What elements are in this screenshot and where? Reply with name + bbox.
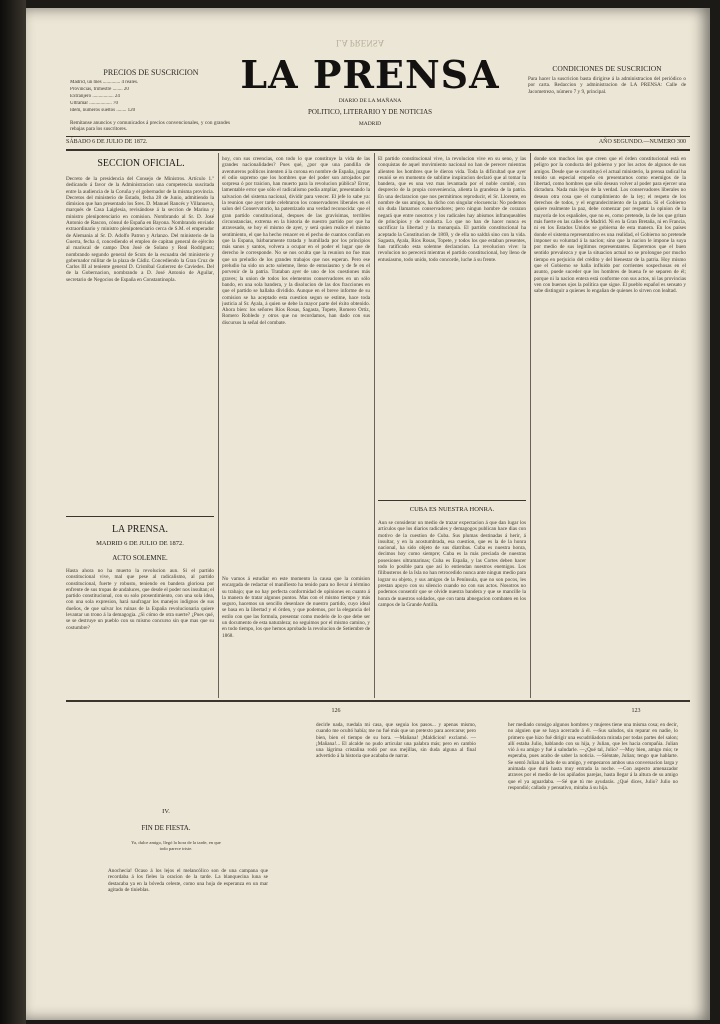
subscription-prices-rows — [70, 80, 230, 115]
column-3-body: El partido constitucional vive, la revolucion vive en su seno, y las conquistas de aquel movimiento nacional no han de perecer mientras alienten los hombres que le dieron vida. Toda la dificultad que ayer reunió se en momento de sublime inspiracion declaró que al tomar la bandera, que es una vez mas levantada por el noble comité, con desprecio de la propia conveniencia, alienta la grandeza de la patria. En una declaracion que nos permitimos reproducir, el Sr. Llorente, en nombre de sus amigos, ha dicho con singular elocuencia: No podemos sin duda llamarnos conservadores; pero ningun hombre de corazon negará que entre nosotros y los radicales hay abismos infranqueables de principios y de conducta. Lo que no han de hacer nunca es sacrificar la libertad y la monarquía. El partido constitucional ha aceptado la Constitucion de 1869, y de ella no saldrá sino con la vida. Sagasta, Ayala, Ríos Rosas, Topete, y todos los que estaban presentes, han ratificado esta solemne declaracion. La revolucion vive: la revolucion no perecerá mientras el partido constitucional, hoy lleno de entusiasmo, todo unido, todo concorde, luche á su frente. — [378, 156, 526, 263]
masthead-title: LA PRENSA — [240, 52, 500, 97]
feuilleton-column-1: Anochecia! Ocaso á los lejos el melancólico son de una campana que recordaba á los fieles la oracion de la tarde. La blanquecina luna se destacaba ya en la bóveda celeste, como una hoja de esperanza en un mar agitado de tinieblas. — [108, 868, 268, 893]
column-rule — [530, 153, 531, 698]
feuilleton-column-3: her mediado consigo algunos hombres y mujeres tiene una misma cosa; en decir, no alguien que se haya acercado á él. —Sus saludos, sin reparar en nadie, lo primero que hizo fué dirigir una escudriñadora mirada por todas partes del salon; allí estaba Julio, hablando con su hija, y Julian, que les hacia compañia. Julian vió á su amigo y fué á saludarle. —¿Qué tal, Julio? —Muy bien, amigo mio; te esperaba, pues acabo de saber la noticia. —Siéntate, Julian; tengo que hablarte. Se sentó Julian al lado de su amigo, y empezaron ambos una conversacion larga y animada que duró hasta muy entrada la noche. —Con aspecto amenazador atraves por el medio de los apiñados parejas, hasta llegar á la altura de su amigo que el ya aguardaba. —Sé que tú me ayudarás. ¿Qué dices, Julio? Julio no respondió; callado y pensativo, miraba á su hija. — [508, 722, 678, 791]
conditions-heading: CONDICIONES DE SUSCRICION — [552, 64, 662, 73]
price-row: Extranjero ................. 24 — [70, 94, 120, 99]
bleedthrough-text: LA PRENSA — [336, 38, 385, 48]
feuilleton-chapter-number: IV. — [162, 808, 170, 815]
masthead-subtitle: DIARIO DE LA MAÑANA — [338, 98, 402, 104]
binding-shadow — [0, 0, 26, 1024]
cuba-body: Aun se considerar un medio de trazar expectacion á que dan lugar los artículos que los diarios radicales y demagogos publican hace dias con motivo de la cuestion de Cuba. Sus plumas destinadas á herir, á insultar, y en la acostumbrada, esa cuestion, que es la de la honra nacional, ha sido objeto de sus diatribas. Cuba es nuestra honra, decimos hoy como siempre; Cuba es la más preciada de nuestras posesiones ultramarinas; Cuba es España, y las Cortes deben hacer todo lo posible para que así lo entiendan nuestros enemigos. Los filibusteros de la Isla no han retrocedido nunca ante ningun medio para lograr su objeto, y sus amigos de la Península, que no son pocos, les prestan apoyo con su silencio cuando no con sus actos. Nosotros no podemos consentir que se olvide nuestra bandera y que se mancille la honra de nuestros soldados, que con tanta abnegacion combaten en los campos de la Grande Antilla. — [378, 520, 526, 608]
acto-solemne-heading: ACTO SOLEMNE. — [112, 554, 168, 562]
column-2-body: hoy, con sus creencias, con todo lo que constituye la vida de las grandes nacionalidades? Pues qué, ¿por que una pandilla de aventureros políticos intenten á la corona en nombre de España, juzgue el odio supremo que los hombres que del poder son arrojados por sorpresa ó por traicion, han muerto para la revolucion pública? Error, lamentable error que sólo el radicalismo podía ampliar, presentando la salvacion del sistema nacional, dividir para vencer. El jefe lo sabe ya: la reunion que ayer tarde celebraron los conservadores liberales en el salon del Conservatorio, ha patentizado una verdad reconocida: que el gran partido constitucional, despues de las gravísimas, terribles circunstancias, extrema en la historia de nuestro partido por que ha atravesado, se hoy el mismo de ayer, y será quien realice el mismo sentimiento, el que ha hecho renacer en el pecho de cuantos confían en que la Espana, bárbaramente tratada y humillada por los principios más sanos y santos, volvera a ocupar en el poder el lugar que de derecho le corresponde. No se nos oculta que la reunion no fue mas que un preludio de los grandes trabajos que nos esperan. Pero ese preludio ha sido un acto solemne, lleno de entusiasmo y de fe en el porvenir de la patria. Trataban ayer de uno de los cuestiones más graves; la union de todos los elementos conservadores en un sólo bando, en una sola bandera, y la disolucion de las dos fracciones en que el partido se hallaba dividido. Aunque en el breve informe de su comision se ha aceptado esta cuestion segun se estime, hace toda justicia al Sr. Ayala, á quien se debe la mayor parte del éxito obtenido. Ahora bien: los señores Ríos Rosas, Sagasta, Topete, Romero Ortiz, Romero Robledo y otros que no recordamos, han dado con sus discursos la señal del combate. — [222, 156, 370, 326]
seccion-oficial-body: Decreto de la presidencia del Consejo de Ministros. Artículo 1.º dedicando á favor de la Administracion una competencia suscitada entre la audiencia de la Coruña y el gobernador de la misma provincia. Decretos del ministerio de Estado, fecha 28 de Junio, admitiendo la dimision que han presentado los Sres. D. Manuel Rancés y Villanueva, marqués de Casa Laiglesia, revisándose á la seccion de Marina y ministro plenipotenciario en comision. Nombrando al Sr. D. José Antonio de Rascon, cónsul de España en Bayona. Nombrando enviado extraordinario y ministro plenipotenciario cerca de S.M. el emperador de Alemania al Sr. D. Adolfo Patron y Arlanzo. Del ministerio de la Guerra, fecha 4, concediendo el empleo de capitan general de ejército al mariscal de campo Don José de Solano y Real Rodriguez; nombrando segundo general de Scuts de la escuadra del ministerio y gobernador militar de la plaza de Cádiz. Concediendo la Gran Cruz de Carlos III al teniente general D. Cristóbal Gutierrez de Caviedes. Del de la Gobernacion, nombrando a D. José Antonio de Aguilar, secretario de Negocios de España en Constantinopla. — [66, 176, 214, 283]
feuilleton-column-2: decirle nada, ruedala mi casa, que seguia los pasos... y apenas mismo, cuando me ocultó había; me no fué más que un pretexto para acercarse; pero bien, bien el tiempo de su hora. —Mañana! ¡Maldicion! exclamó. —¡Mañana!... El alcalde no pudo articular una palabra más; pero en cambio una lágrima cristalina rodó por sus mejillas, sin duda alguna al final advertido á la historia que acababa de narrar. — [316, 722, 476, 760]
column-rule — [374, 153, 375, 698]
price-row: Madrid, un mes .............. 4 reales. — [70, 80, 139, 85]
subscription-prices-heading: PRECIOS DE SUSCRICION — [103, 68, 199, 77]
la-prensa-heading: LA PRENSA. — [111, 524, 169, 535]
page-number-right: 123 — [631, 708, 641, 714]
price-row: Ultramar .................. 70 — [70, 101, 119, 106]
page-bottom-rule — [66, 700, 690, 702]
date-rule-bottom — [66, 149, 690, 151]
feuilleton-title: FIN DE FIESTA. — [141, 824, 191, 832]
column-rule — [218, 153, 219, 698]
page-number-left: 126 — [331, 708, 341, 714]
issue-number: AÑO SEGUNDO.—NUMERO 300 — [598, 139, 686, 145]
feuilleton-epigraph: Ya, dulce amigo, llegó la hora de la tarde, en que todo parece triste. — [131, 840, 221, 852]
masthead-city: MADRID — [358, 121, 382, 127]
date-rule-top — [66, 136, 690, 137]
section-rule — [66, 516, 214, 517]
acto-solemne-body: Hasta ahora no ha muerto la revolucion aun. Si el partido constitucional vive, mal que pese al radicalismo, al partido constitucional, fuerte y robusto, teniendo en bandera gloriosa por enfrente de sus tropas de andaluces, que desde el poder nos insultan; el partido constitucional, con su solo prosentimiento, con una sola idea, con una sola expresion, hará naufragar los manejos indignos de sus dueños, de que salvar los ruinas de la España revolucionaria quiere levantar un trono á la demagogia. ¿Si cómo de otra suerte? ¿Pues qué, se se destruye un pueblo con su mismo concurso sin que mas que su costumbre? — [66, 568, 214, 631]
subscription-note: Remítanse anuncios y comunicados á precios convencionales, y con grandes rebajas para los suscritores. — [70, 120, 230, 133]
section-rule — [378, 500, 526, 501]
cuba-heading: CUBA ES NUESTRA HONRA. — [409, 506, 495, 513]
newspaper-page — [26, 8, 710, 1020]
column-2-body-continued: No vamos á estudiar en este momento la causa que la comision encargada de redactar el manifiesto ha tenido para no llevar á término su trabajo; que no hay perfecta conformidad de opiniones en cuanto á la manera de tratar algunos puntos. Mas con el mismo tiempo y más seguro, hacemos un sencillo desenlace de nuestro partido, cuyo ideal se basa en la libertad y el órden, y que podemos, por la elegancia del estilo con que las formula, presentar como modelo de lo que debe ser un documento de esta naturaleza; no seguimos por el mismo camino, y en todo tiempo, los que hemos aprobado la revolucion de Setiembre de 1868. — [222, 576, 370, 639]
issue-date: SÁBADO 6 DE JULIO DE 1872. — [66, 139, 148, 145]
price-row: Idem, números sueltos ........ 120 — [70, 108, 136, 113]
seccion-oficial-heading: SECCION OFICIAL. — [97, 158, 185, 169]
column-4-body: donde son muchos los que creen que el órden constitucional está en peligro por la conducta del gobierno y por los actos de algunos de sus amigos. Desde que se constituyó el actual ministerio, la prensa radical ha tenido un especial empeño en presentarnos como enemigos de la libertad, como hombres que sólo desean volver al poder para ejercer una dictadura. Nada más lejos de la verdad. Los conservadores liberales no desean otra cosa que el cumplimiento de la ley; el respeto de los derechos de todos, y el engrandecimiento de la patria. Si el Gobierno quiere realmente la paz, debe comenzar por respetar la opinion de la mayoría de los españoles, que no es, como pretende, la de los que gritan más fuerte en las calles de Madrid. Ni en la Gran Bretaña, ni en Francia, ni en los Estados Unidos se gobierna de esta manera. En los países donde el sistema representativo es una realidad, el Gobierno no pretende imponer su voluntad á la nacion; sino que la nacion le impone la suya por medio de sus legítimos representantes. Esperemos que el buen sentido prevalezca y que la situacion actual no se prolongue por mucho tiempo en perjuicio del crédito y del bienestar de la patria. Hoy mismo que el Gobierno se halla influido por corrientes sospechosas en el asunto, puede suceder que los hombres de buena fe se separen de él; porque ni la nacion entera está conforme con sus actos, ni las provincias ven con buenos ojos la política que sigue. El pueblo español es sensato y sabe distinguir a quienes lo engañan de quienes lo sirven con lealtad. — [534, 156, 686, 295]
price-row: Provincias, trimestre ........ 20 — [70, 87, 129, 92]
conditions-text: Para hacer la suscricion basta dirigirse á la administracion del periódico o por carta. Redaccion y administracion de LA PRENSA: Calle de Jacometrezo, número 7 y 9, principal. — [528, 76, 686, 95]
la-prensa-date: MADRID 6 DE JULIO DE 1872. — [96, 540, 184, 547]
masthead-tagline: POLITICO, LITERARIO Y DE NOTICIAS — [307, 108, 433, 116]
